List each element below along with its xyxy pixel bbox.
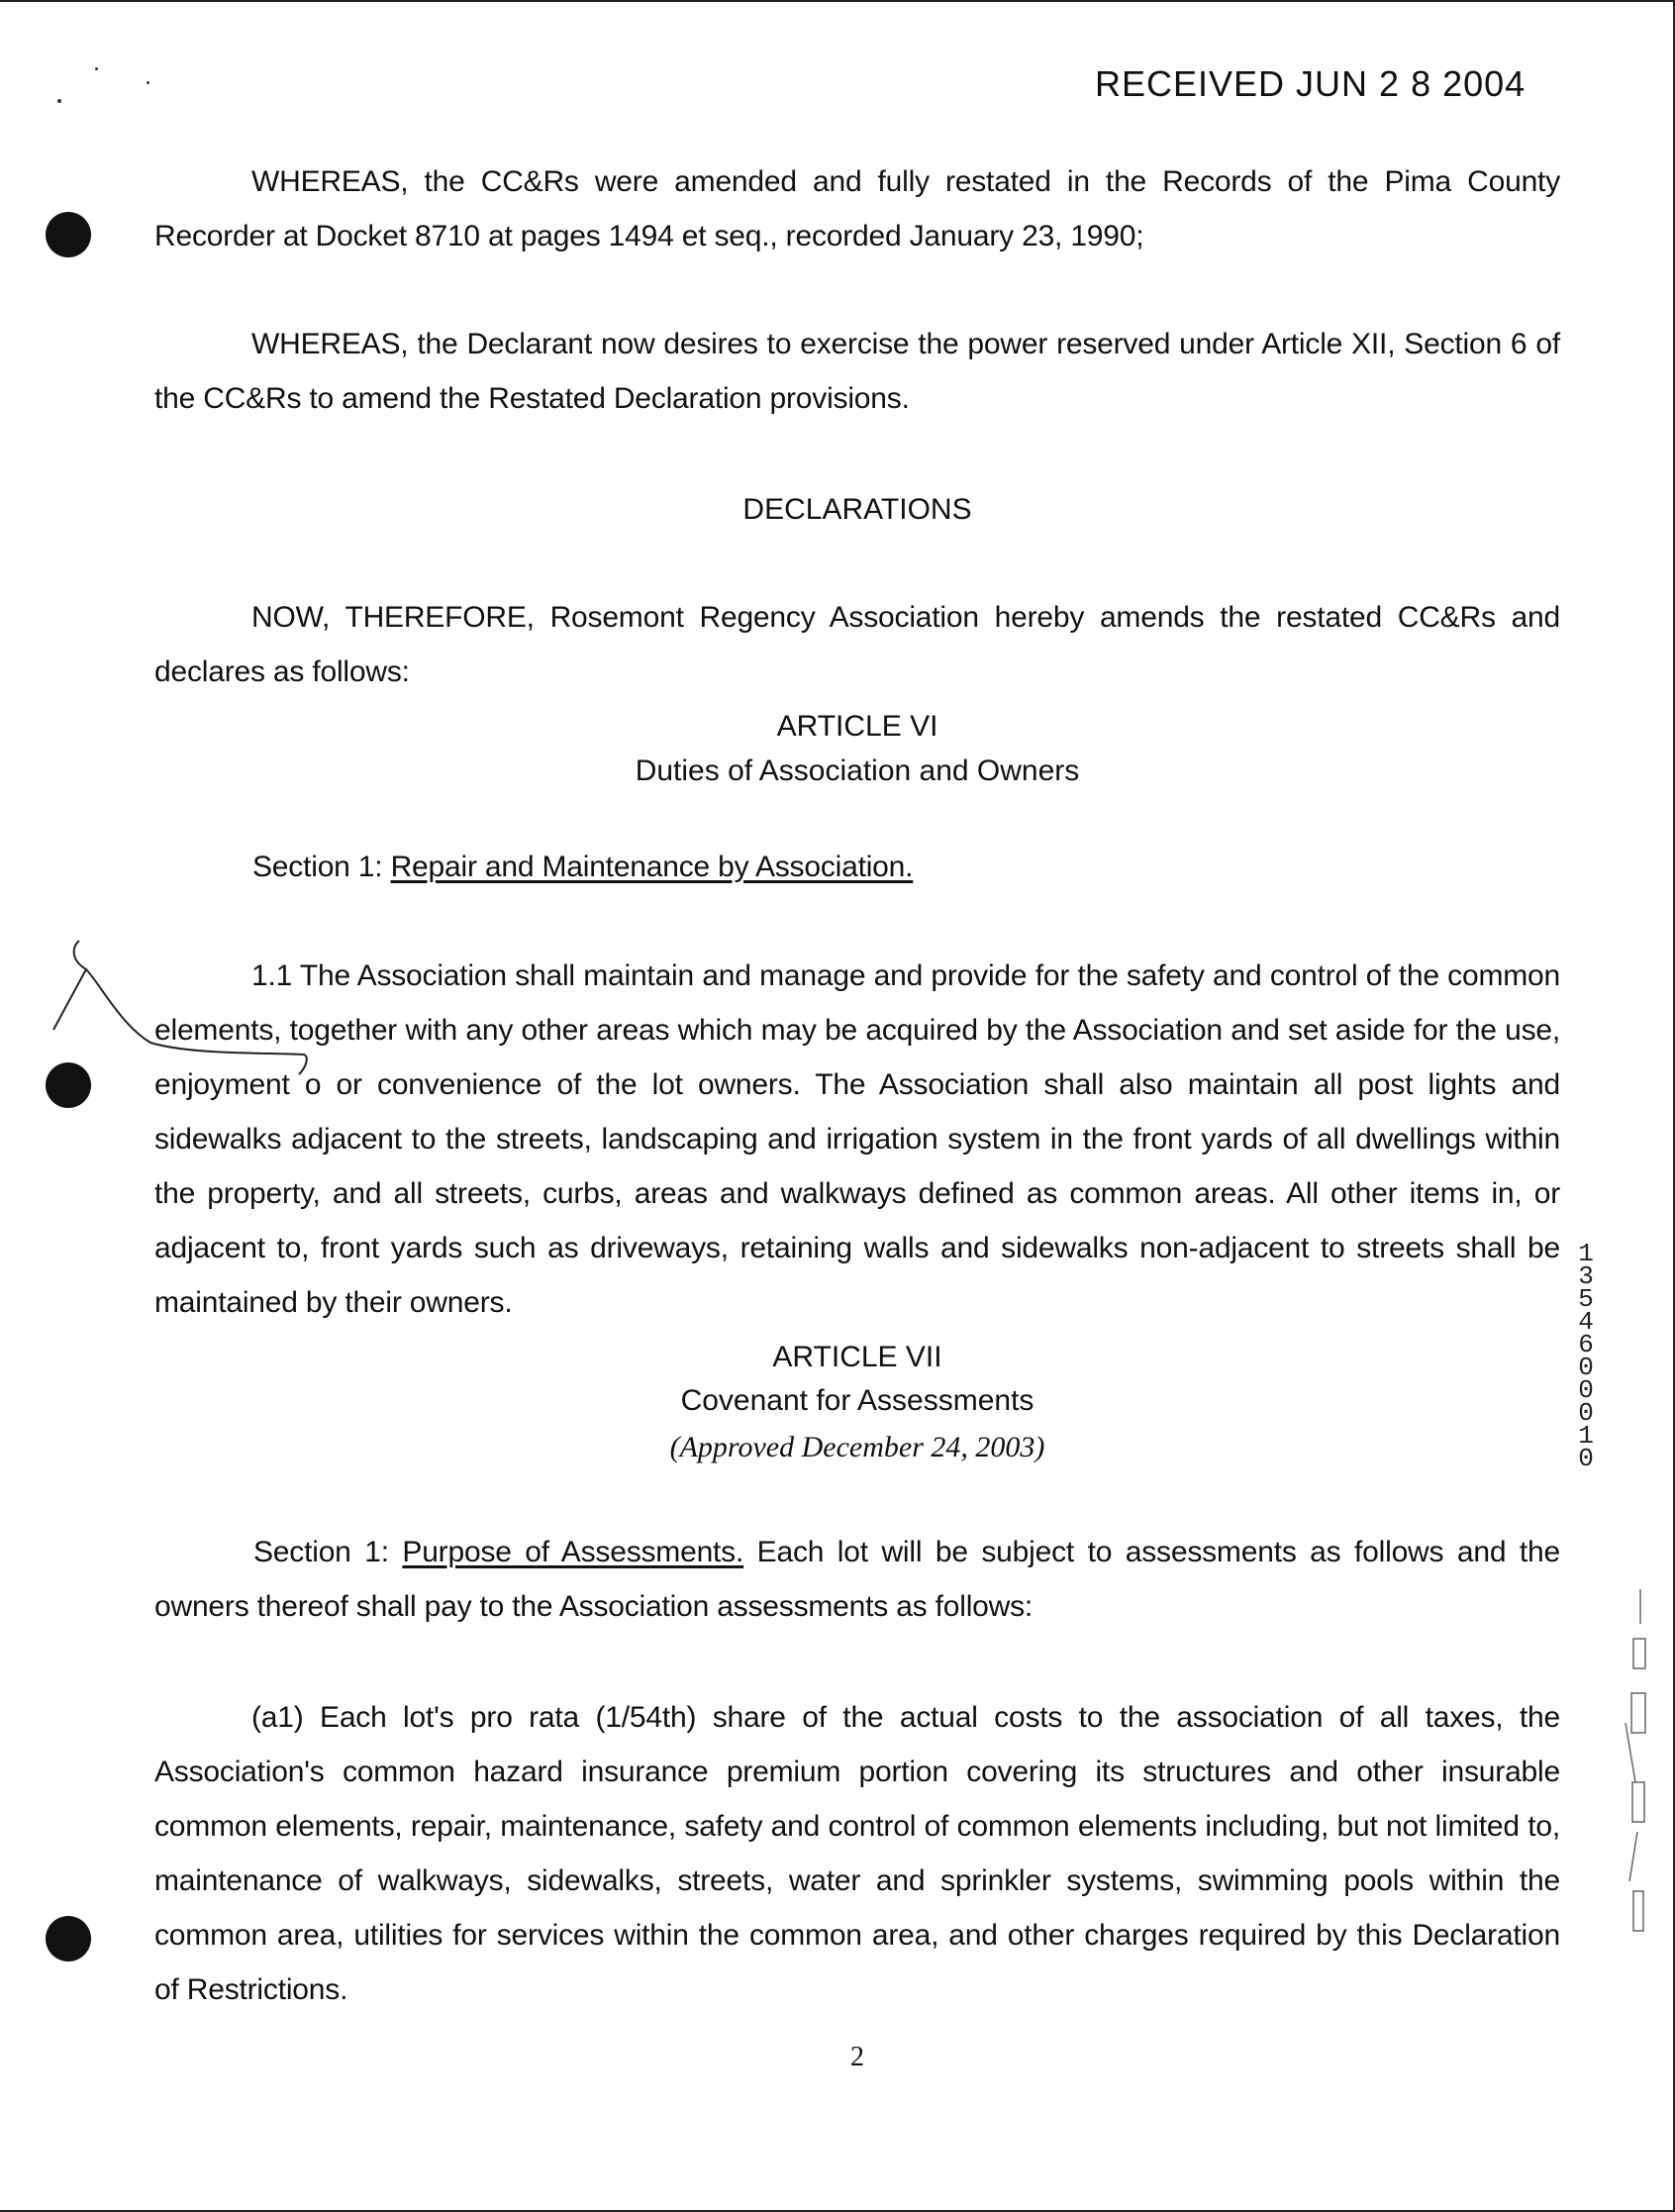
- section-title: Repair and Maintenance by Association.: [390, 851, 914, 883]
- paragraph-a1: (a1) Each lot's pro rata (1/54th) share of the actual costs to the association of all taxes, the Association's common hazard insurance premium portion covering its structures and other insurable common elements, repair, maintenance, safety and control of common elements including, but not limited to, maintenance of walkways, sidewalks, streets, water and sprinkler systems, swimming pools within the common area, utilities for services within the common area, and other charges required by this Declaration of Restrictions.: [154, 1701, 1560, 2006]
- paragraph-1-1: 1.1 The Association shall maintain and manage and provide for the safety and control of the common elements, together with any other areas which may be acquired by the Association and set aside for the use, enjoyment o or convenience of the lot owners. The Association shall also maintain all post lights and sidewalks adjacent to the streets, landscaping and irrigation system in the front yards of all dwellings within the property, and all streets, curbs, areas and walkways defined as common areas. All other items in, or adjacent to, front yards such as driveways, retaining walls and sidewalks non-adjacent to streets shall be maintained by their owners.: [154, 959, 1560, 1319]
- article-vi-section-1: [252, 840, 1440, 894]
- section-label: Section 1:: [252, 851, 391, 883]
- article-vii-subheading: Covenant for Assessments: [680, 1384, 1035, 1417]
- section-label: Section 1:: [253, 1536, 403, 1568]
- declarations-heading: DECLARATIONS: [742, 493, 972, 526]
- received-stamp: RECEIVED JUN 2 8 2004: [1095, 63, 1527, 104]
- punch-hole-bottom: [46, 1916, 91, 1961]
- page-number: 2: [850, 2042, 864, 2072]
- article-vii-heading: ARTICLE VII: [772, 1341, 942, 1373]
- approved-date: (Approved December 24, 2003): [669, 1431, 1045, 1463]
- section-title: Purpose of Assessments.: [402, 1536, 744, 1568]
- punch-hole-top: [46, 212, 91, 257]
- scan-speck: [57, 99, 61, 103]
- margin-document-number: 13546 00010: [1578, 1239, 1594, 1473]
- article-vi-heading: ARTICLE VI: [776, 710, 938, 743]
- scan-speck: [147, 81, 149, 84]
- margin-scan-artifact: [1616, 1584, 1665, 1951]
- article-vi-subheading: Duties of Association and Owners: [635, 754, 1080, 787]
- whereas-paragraph-1: WHEREAS, the CC&Rs were amended and fully restated in the Records of the Pima County Recorder at Docket 8710 at pages 1494 et seq., recorded January 23, 1990;: [154, 165, 1560, 252]
- section-text: Each lot will be subject to assessments as follows and the owners thereof shall pay to the Association assessments as follows:: [154, 1536, 1560, 1623]
- now-therefore-paragraph: NOW, THEREFORE, Rosemont Regency Association hereby amends the restated CC&Rs and declares as follows:: [154, 601, 1560, 688]
- scan-speck: [95, 67, 98, 70]
- whereas-paragraph-2: WHEREAS, the Declarant now desires to exercise the power reserved under Article XII, Section 6 of the CC&Rs to amend the Restated Declaration provisions.: [154, 328, 1560, 415]
- article-vii-section-1: [154, 1525, 1560, 1634]
